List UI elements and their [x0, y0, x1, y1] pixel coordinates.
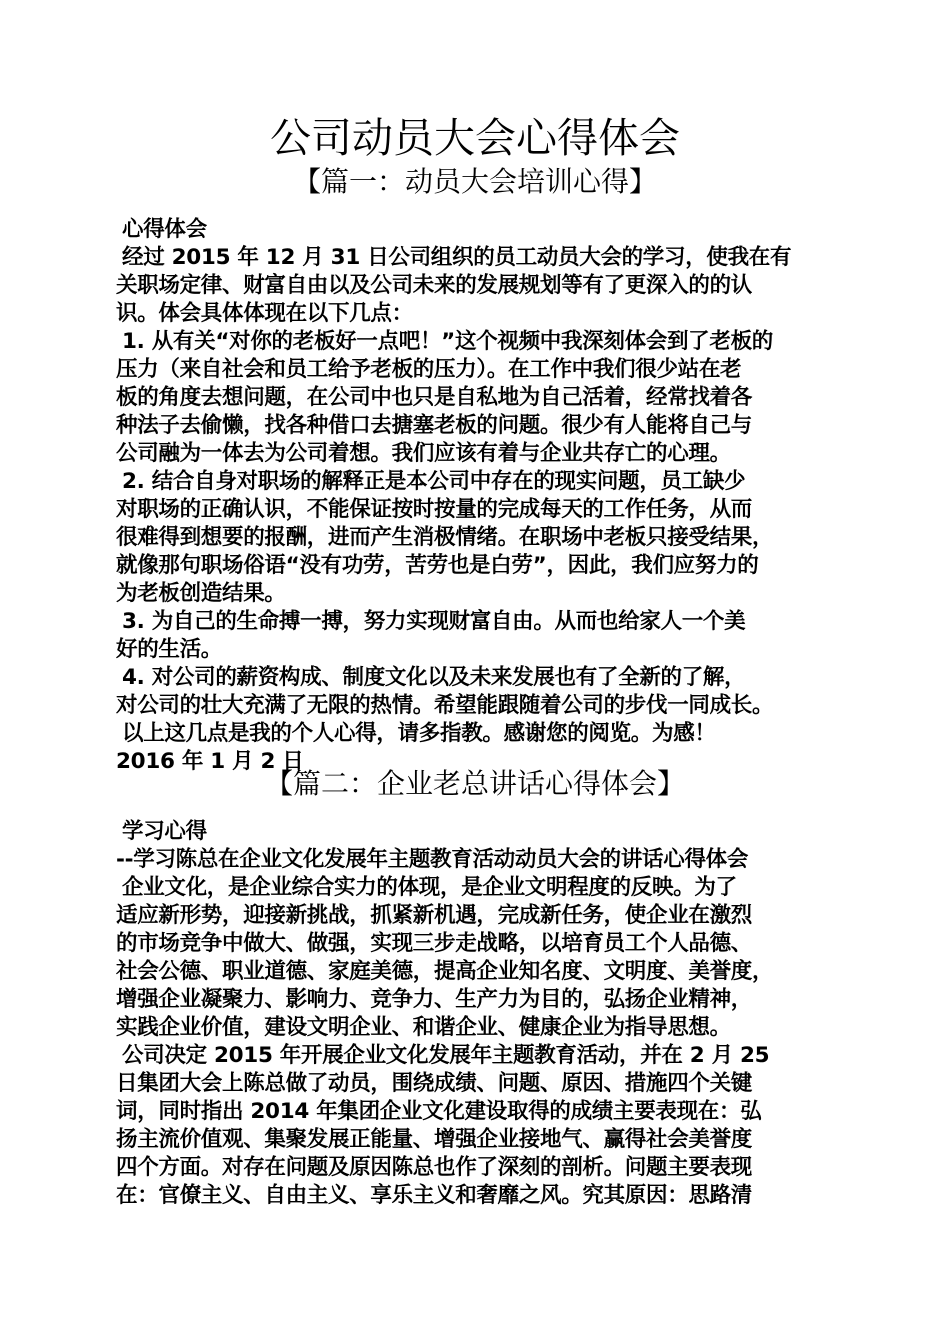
paragraph-line: 公司融为一体去为公司着想。我们应该有着与企业共存亡的心理。 — [116, 441, 731, 466]
paragraph-line: 四个方面。对存在问题及原因陈总也作了深刻的剖析。问题主要表现 — [116, 1155, 753, 1180]
part2-subtitle: 学习心得 — [122, 819, 207, 844]
document-title: 公司动员大会心得体会 — [270, 114, 680, 162]
paragraph-line: 对公司的壮大充满了无限的热情。希望能跟随着公司的步伐一同成长。 — [116, 693, 774, 718]
paragraph-line: 板的角度去想问题，在公司中也只是自私地为自己活着，经常找着各 — [116, 385, 753, 410]
paragraph-line: 压力（来自社会和员工给予老板的压力）。在工作中我们很少站在老 — [116, 357, 742, 382]
paragraph-line: 2. 结合自身对职场的解释正是本公司中存在的现实问题，员工缺少 — [122, 469, 746, 494]
paragraph-line: 种法子去偷懒，找各种借口去搪塞老板的问题。很少有人能将自己与 — [116, 413, 753, 438]
paragraph-line: 企业文化，是企业综合实力的体现，是企业文明程度的反映。为了 — [122, 875, 737, 900]
paragraph-line: 1. 从有关“对你的老板好一点吧！”这个视频中我深刻体会到了老板的 — [122, 329, 773, 354]
paragraph-line: 关职场定律、财富自由以及公司未来的发展规划等有了更深入的的认 — [116, 273, 753, 298]
paragraph-line: 增强企业凝聚力、影响力、竞争力、生产力为目的，弘扬企业精神， — [116, 987, 753, 1012]
paragraph-line: 实践企业价值，建设文明企业、和谐企业、健康企业为指导思想。 — [116, 1015, 731, 1040]
paragraph-line: 适应新形势，迎接新挑战，抓紧新机遇，完成新任务，使企业在激烈 — [116, 903, 753, 928]
part1-heading: 【篇一：动员大会培训心得】 — [292, 165, 657, 198]
paragraph-line: 就像那句职场俗语“没有功劳，苦劳也是白劳”，因此，我们应努力的 — [116, 553, 759, 578]
part1-body — [116, 216, 846, 776]
paragraph-line: 公司决定 2015 年开展企业文化发展年主题教育活动，并在 2 月 25 — [122, 1043, 770, 1068]
paragraph-line: 对职场的正确认识，不能保证按时按量的完成每天的工作任务，从而 — [116, 497, 753, 522]
part1-subtitle: 心得体会 — [122, 217, 207, 242]
paragraph-line: 词，同时指出 2014 年集团企业文化建设取得的成绩主要表现在：弘 — [116, 1099, 762, 1124]
paragraph-line: 扬主流价值观、集聚发展正能量、增强企业接地气、赢得社会美誉度 — [116, 1127, 753, 1152]
part2-body — [116, 818, 846, 1210]
paragraph-line: 的市场竞争中做大、做强，实现三步走战略，以培育员工个人品德、 — [116, 931, 753, 956]
paragraph-line: 4. 对公司的薪资构成、制度文化以及未来发展也有了全新的了解， — [122, 665, 746, 690]
paragraph-line: 3. 为自己的生命搏一搏，努力实现财富自由。从而也给家人一个美 — [122, 609, 746, 634]
paragraph-line: 在：官僚主义、自由主义、享乐主义和奢靡之风。究其原因：思路清 — [116, 1183, 753, 1208]
paragraph-line: 好的生活。 — [116, 637, 223, 662]
signature-date: 2016 年 1 月 2 日 — [116, 749, 304, 774]
paragraph-line: --学习陈总在企业文化发展年主题教育活动动员大会的讲话心得体会 — [116, 847, 749, 872]
paragraph-line: 日集团大会上陈总做了动员，围绕成绩、问题、原因、措施四个关键 — [116, 1071, 753, 1096]
paragraph-line: 为老板创造结果。 — [116, 581, 286, 606]
paragraph-line: 识。体会具体体现在以下几点： — [116, 301, 413, 326]
paragraph-line: 以上这几点是我的个人心得，请多指教。感谢您的阅览。为感！ — [122, 721, 716, 746]
part2-heading: 【篇二：企业老总讲话心得体会】 — [264, 767, 685, 800]
paragraph-line: 很难得到想要的报酬，进而产生消极情绪。在职场中老板只接受结果， — [116, 525, 774, 550]
paragraph-line: 经过 2015 年 12 月 31 日公司组织的员工动员大会的学习，使我在有 — [122, 245, 792, 270]
paragraph-line: 社会公德、职业道德、家庭美德，提高企业知名度、文明度、美誉度， — [116, 959, 774, 984]
